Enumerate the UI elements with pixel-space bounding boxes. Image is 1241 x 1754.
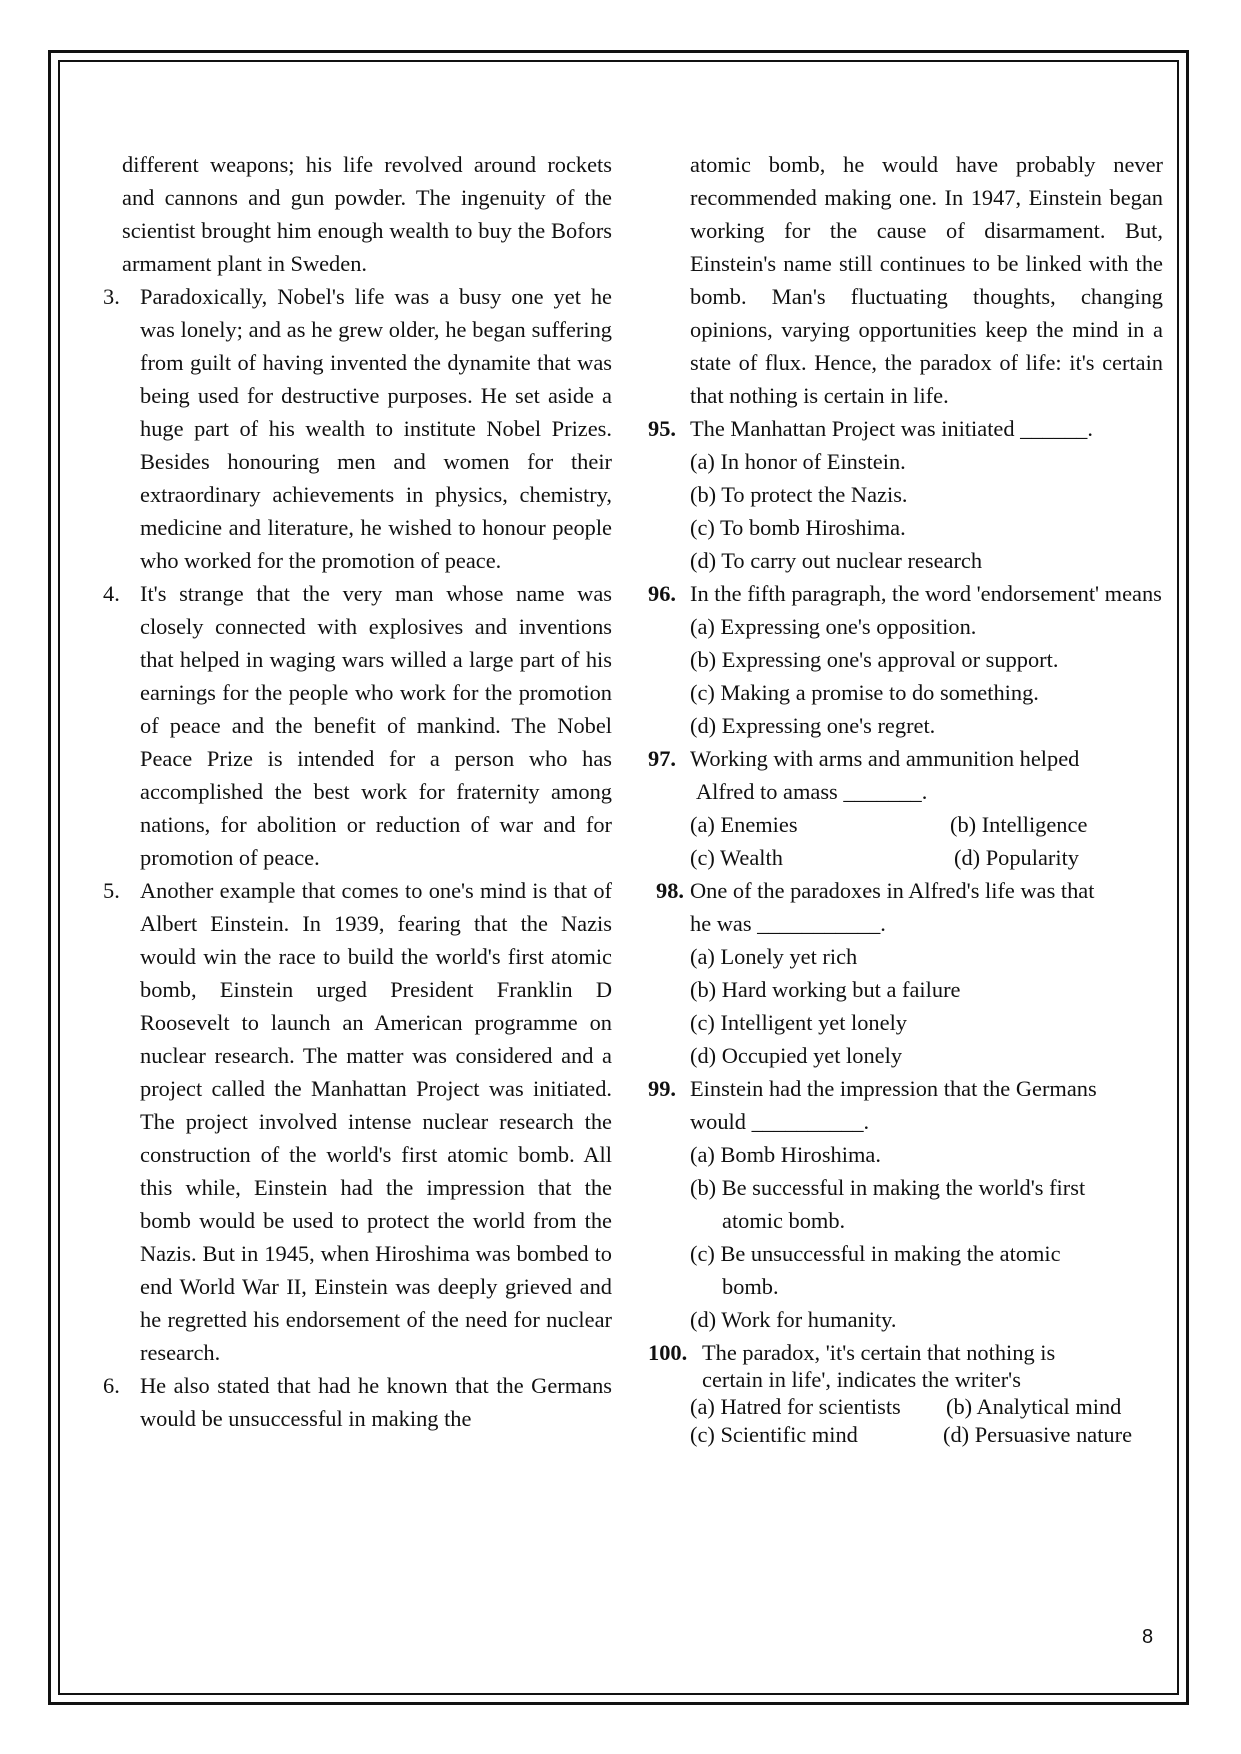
item-text: Another example that comes to one's mind is that of Albert Einstein. In 1939, fearing that the Nazis would win the race to build the world's first atomic bomb, Einstein urged President Franklin D Roosevelt to launch an American programme on nuclear research. The matter was considered and a project called the Manhattan Project was initiated. The project involved intense nuclear research the construction of the world's first atomic bomb. All this while, Einstein had the impression that the bomb would be used to protect the world from the Nazis. But in 1945, when Hiroshima was bombed to end World War II, Einstein was deeply grieved and he regretted his endorsement of the need for nuclear research. xyxy=(140,878,612,1365)
option-a: (a) In honor of Einstein. xyxy=(690,449,906,474)
option-a: (a) Expressing one's opposition. xyxy=(690,614,977,639)
options-row xyxy=(648,1393,1163,1421)
option-d: (d) To carry out nuclear research xyxy=(690,548,983,573)
item-text: He also stated that had he known that the Germans would be unsuccessful in making the xyxy=(140,1373,612,1431)
item-number: 3. xyxy=(103,284,120,309)
option-c: (c) Be unsuccessful in making the atomic xyxy=(690,1241,1061,1266)
option-c: (c) Intelligent yet lonely xyxy=(690,1010,907,1035)
option-d: (d) Popularity xyxy=(954,845,1079,870)
question-stem: The paradox, 'it's certain that nothing is xyxy=(702,1340,1056,1365)
options-row xyxy=(648,1421,1163,1449)
question-97 xyxy=(648,742,1163,775)
list-item-6 xyxy=(100,1369,612,1435)
question-stem: In the fifth paragraph, the word 'endorsement' means xyxy=(690,581,1162,606)
continuation-paragraph: atomic bomb, he would have probably never recommended making one. In 1947, Einstein began working for the cause of disarmament. But, Einstein's name still continues to be linked with the bomb. Man's fluctuating thoughts, changing opinions, varying opportunities keep the mind in a state of flux. Hence, the paradox of life: it's certain that nothing is certain in life. xyxy=(690,152,1163,408)
option-c: (c) Scientific mind xyxy=(690,1422,858,1447)
question-96 xyxy=(648,577,1163,610)
option-d: (d) Expressing one's regret. xyxy=(690,713,936,738)
option-b: (b) Intelligence xyxy=(950,812,1088,837)
list-item-3 xyxy=(100,280,612,577)
option-b: (b) To protect the Nazis. xyxy=(690,482,908,507)
question-number: 98. xyxy=(656,878,684,903)
question-number: 100. xyxy=(648,1340,688,1365)
question-stem: The Manhattan Project was initiated ______. xyxy=(690,416,1093,441)
option-a: (a) Hatred for scientists xyxy=(690,1394,901,1419)
option-c-continued: bomb. xyxy=(722,1274,779,1299)
option-c: (c) Making a promise to do something. xyxy=(690,680,1039,705)
question-number: 97. xyxy=(648,746,676,771)
item-text: Paradoxically, Nobel's life was a busy one yet he was lonely; and as he grew older, he began suffering from guilt of having invented the dynamite that was being used for destructive purposes. He set aside a huge part of his wealth to institute Nobel Prizes. Besides honouring men and women for their extraordinary achievements in physics, chemistry, medicine and literature, he wished to honour people who worked for the promotion of peace. xyxy=(140,284,612,573)
option-a: (a) Lonely yet rich xyxy=(690,944,858,969)
question-number: 96. xyxy=(648,581,676,606)
question-stem: One of the paradoxes in Alfred's life was that xyxy=(690,878,1095,903)
option-c: (c) Wealth xyxy=(690,845,783,870)
question-stem: Working with arms and ammunition helped xyxy=(690,746,1080,771)
question-100 xyxy=(648,1339,1163,1366)
question-stem: Einstein had the impression that the Germans xyxy=(690,1076,1097,1101)
option-b: (b) Expressing one's approval or support. xyxy=(690,647,1059,672)
option-a: (a) Enemies xyxy=(690,812,798,837)
item-number: 6. xyxy=(103,1373,120,1398)
options-row xyxy=(648,841,1163,874)
option-b-continued: atomic bomb. xyxy=(722,1208,846,1233)
option-d: (d) Occupied yet lonely xyxy=(690,1043,903,1068)
question-stem-continued: would __________. xyxy=(690,1109,870,1134)
question-number: 99. xyxy=(648,1076,676,1101)
question-number: 95. xyxy=(648,416,676,441)
right-column xyxy=(648,148,1163,1449)
question-stem-continued: certain in life', indicates the writer's xyxy=(702,1367,1021,1392)
item-number: 5. xyxy=(103,878,120,903)
question-95 xyxy=(648,412,1163,445)
option-d: (d) Work for humanity. xyxy=(690,1307,897,1332)
question-stem-continued: he was ___________. xyxy=(690,911,886,936)
item-text: It's strange that the very man whose name was closely connected with explosives and inventions that helped in waging wars willed a large part of his earnings for the people who work for the promotion of peace and the benefit of mankind. The Nobel Peace Prize is intended for a person who has accomplished the best work for fraternity among nations, for abolition or reduction of war and for promotion of peace. xyxy=(140,581,612,870)
question-98 xyxy=(648,874,1163,907)
page-number: 8 xyxy=(1142,1626,1154,1648)
list-item-5 xyxy=(100,874,612,1369)
options-row xyxy=(648,808,1163,841)
option-b: (b) Be successful in making the world's first xyxy=(690,1175,1086,1200)
left-column xyxy=(100,148,612,1435)
question-99 xyxy=(648,1072,1163,1105)
list-item-4 xyxy=(100,577,612,874)
item-number: 4. xyxy=(103,581,120,606)
option-b: (b) Analytical mind xyxy=(946,1394,1122,1419)
intro-paragraph: different weapons; his life revolved around rockets and cannons and gun powder. The ingenuity of the scientist brought him enough wealth to buy the Bofors armament plant in Sweden. xyxy=(122,152,612,276)
option-c: (c) To bomb Hiroshima. xyxy=(690,515,906,540)
question-stem-continued: Alfred to amass _______. xyxy=(696,779,928,804)
option-a: (a) Bomb Hiroshima. xyxy=(690,1142,881,1167)
option-b: (b) Hard working but a failure xyxy=(690,977,961,1002)
option-d: (d) Persuasive nature xyxy=(943,1422,1133,1447)
